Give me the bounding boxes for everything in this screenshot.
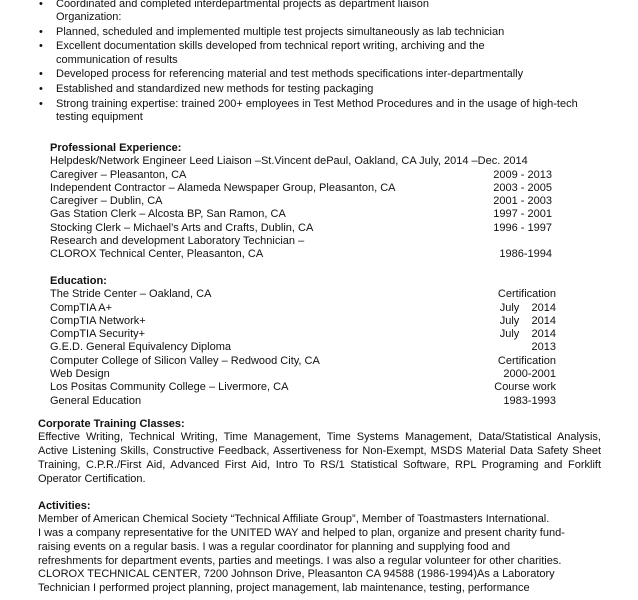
bullet-dot-icon: •	[39, 82, 43, 95]
bullet-dot-icon: •	[39, 68, 43, 81]
experience-section	[50, 142, 552, 262]
experience-row: Stocking Clerk – Michael’s Arts and Crafts, Dublin, CA 1996 - 1997	[50, 221, 552, 234]
activities-line: Member of American Chemical Society “Technical Affiliate Group”, Member of Toastmasters International.	[38, 513, 550, 526]
bullet-item: • Excellent documentation skills developed from technical report writing, archiving and the communication of results	[39, 40, 485, 66]
bullet-item: • Coordinated and completed interdepartmental projects as department liaison Organization:	[39, 0, 429, 24]
education-section	[50, 275, 556, 408]
skills-bullet-list	[38, 0, 618, 125]
education-heading: Education:	[50, 275, 107, 287]
activities-heading: Activities:	[38, 500, 91, 512]
bullet-dot-icon: •	[39, 0, 43, 10]
bullet-item: • Planned, scheduled and implemented multiple test projects simultaneously as lab technician	[39, 25, 505, 38]
activities-section	[38, 500, 618, 596]
education-row: Web Design 2000-2001	[50, 368, 556, 381]
training-heading: Corporate Training Classes:	[38, 418, 185, 430]
education-row: CompTIA Network+ July 2014	[50, 314, 556, 327]
bullet-dot-icon: •	[39, 40, 43, 53]
education-row: General Education 1983-1993	[50, 394, 556, 407]
bullet-item: • Established and standardized new methods for testing packaging	[39, 82, 374, 95]
experience-row: Independent Contractor – Alameda Newspaper Group, Pleasanton, CA 2003 - 2005	[50, 181, 552, 194]
activities-line: CLOROX TECHNICAL CENTER, 7200 Johnson Drive, Pleasanton CA 94588 (1986-1994)As a Laboratory	[38, 568, 555, 581]
bullet-item: • Developed process for referencing material and test methods specifications inter-departmentally	[39, 68, 524, 81]
activities-line: I was a company representative for the UNITED WAY and helped to plan, organize and present charity fund-	[38, 527, 565, 540]
experience-row: Caregiver – Dublin, CA 2001 - 2003	[50, 195, 552, 208]
education-row: Computer College of Silicon Valley – Redwood City, CA Certification	[50, 354, 556, 367]
experience-row: Caregiver – Pleasanton, CA 2009 - 2013	[50, 168, 552, 181]
education-row: G.E.D. General Equivalency Diploma 2013	[50, 341, 556, 354]
experience-row: CLOROX Technical Center, Pleasanton, CA 1986-1994	[50, 248, 552, 261]
education-row: Los Positas Community College – Livermore, CA Course work	[50, 381, 556, 394]
experience-row: Gas Station Clerk – Alcosta BP, San Ramon, CA 1997 - 2001	[50, 208, 552, 221]
activities-line: refreshments for department events, parties and meetings. I was also a regular volunteer for other charities.	[38, 554, 562, 567]
education-row: CompTIA Security+ July 2014	[50, 328, 556, 341]
education-row: CompTIA A+ July 2014	[50, 301, 556, 314]
experience-heading: Professional Experience:	[50, 142, 182, 154]
experience-row: Research and development Laboratory Technician –	[50, 235, 305, 248]
bullet-dot-icon: •	[39, 25, 43, 38]
activities-line: raising events on a regular basis. I was a regular coordinator for planning and supplying food and	[38, 540, 511, 553]
bullet-item: • Strong training expertise: trained 200+ employees in Test Method Procedures and in the usage of high-tech testing equipment	[39, 97, 578, 123]
training-text: Effective Writing, Technical Writing, Time Management, Time Systems Management, Data/Statistical Analysis, Active Listening Skills, Constructive Feedback, Assertiveness for Non-Exempt, MSDS Material Data Safety Sheet Training, C.P.R./First Aid, Advanced First Aid, Intro To RS/1 Statistical Software, RPL Programing and Forklift Operator Certification.	[38, 431, 601, 485]
activities-line: Technician I performed project planning, project management, lab maintenance, testing, performance	[38, 582, 530, 595]
training-section	[38, 418, 601, 486]
education-row: The Stride Center – Oakland, CA Certification	[50, 288, 556, 301]
bullet-dot-icon: •	[39, 97, 43, 110]
experience-row: Helpdesk/Network Engineer Leed Liaison –St.Vincent dePaul, Oakland, CA July, 2014 –Dec. 2014	[50, 155, 528, 168]
